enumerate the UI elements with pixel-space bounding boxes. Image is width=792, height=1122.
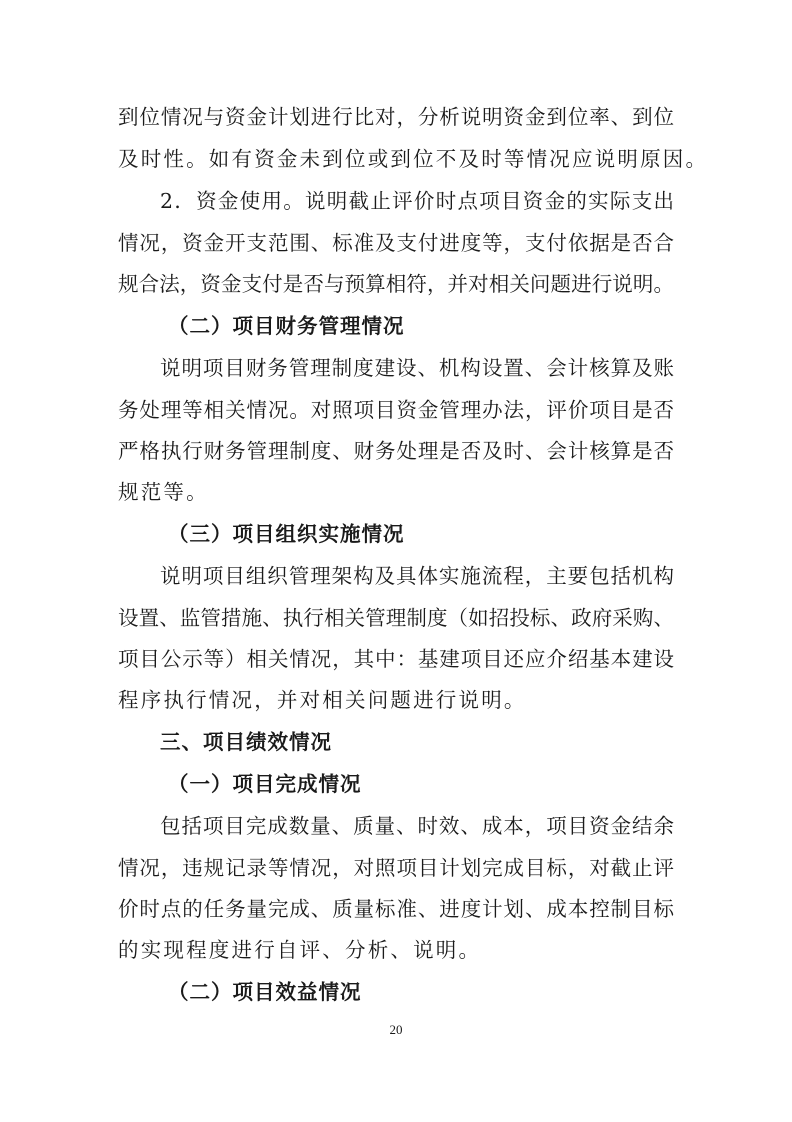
chapter-heading: 三、项目绩效情况 [160, 730, 332, 754]
text-line: 的实现程度进行自评、分析、说明。 [118, 938, 482, 962]
text-line: 及时性。如有资金未到位或到位不及时等情况应说明原因。 [118, 147, 709, 171]
text-line: 设置、监管措施、执行相关管理制度（如招投标、政府采购、 [118, 606, 674, 630]
text-line: 规合法，资金支付是否与预算相符，并对相关问题进行说明。 [118, 272, 674, 296]
text-line: 2．资金使用。说明截止评价时点项目资金的实际支出 [160, 189, 674, 213]
section-heading: （一）项目完成情况 [168, 772, 362, 796]
text-line: 情况，资金开支范围、标准及支付进度等，支付依据是否合 [118, 231, 674, 255]
page-number: 20 [389, 1022, 403, 1037]
text-line: 说明项目财务管理制度建设、机构设置、会计核算及账 [160, 356, 674, 380]
text-line: 严格执行财务管理制度、财务处理是否及时、会计核算是否 [118, 439, 674, 463]
text-line: 程序执行情况，并对相关问题进行说明。 [118, 688, 527, 712]
section-heading: （三）项目组织实施情况 [168, 522, 405, 546]
text-line: 包括项目完成数量、质量、时效、成本，项目资金结余 [160, 814, 674, 838]
text-line: 说明项目组织管理架构及具体实施流程，主要包括机构 [160, 564, 674, 588]
text-line: 规范等。 [118, 480, 209, 504]
text-line: 价时点的任务量完成、质量标准、进度计划、成本控制目标 [118, 897, 674, 921]
text-line: 务处理等相关情况。对照项目资金管理办法，评价项目是否 [118, 398, 674, 422]
section-heading: （二）项目财务管理情况 [168, 314, 405, 338]
text-line: 情况，违规记录等情况，对照项目计划完成目标，对截止评 [118, 856, 674, 880]
text-line: 项目公示等）相关情况，其中：基建项目还应介绍基本建设 [118, 647, 674, 671]
text-line: 到位情况与资金计划进行比对，分析说明资金到位率、到位 [118, 105, 674, 129]
section-heading: （二）项目效益情况 [168, 980, 362, 1004]
